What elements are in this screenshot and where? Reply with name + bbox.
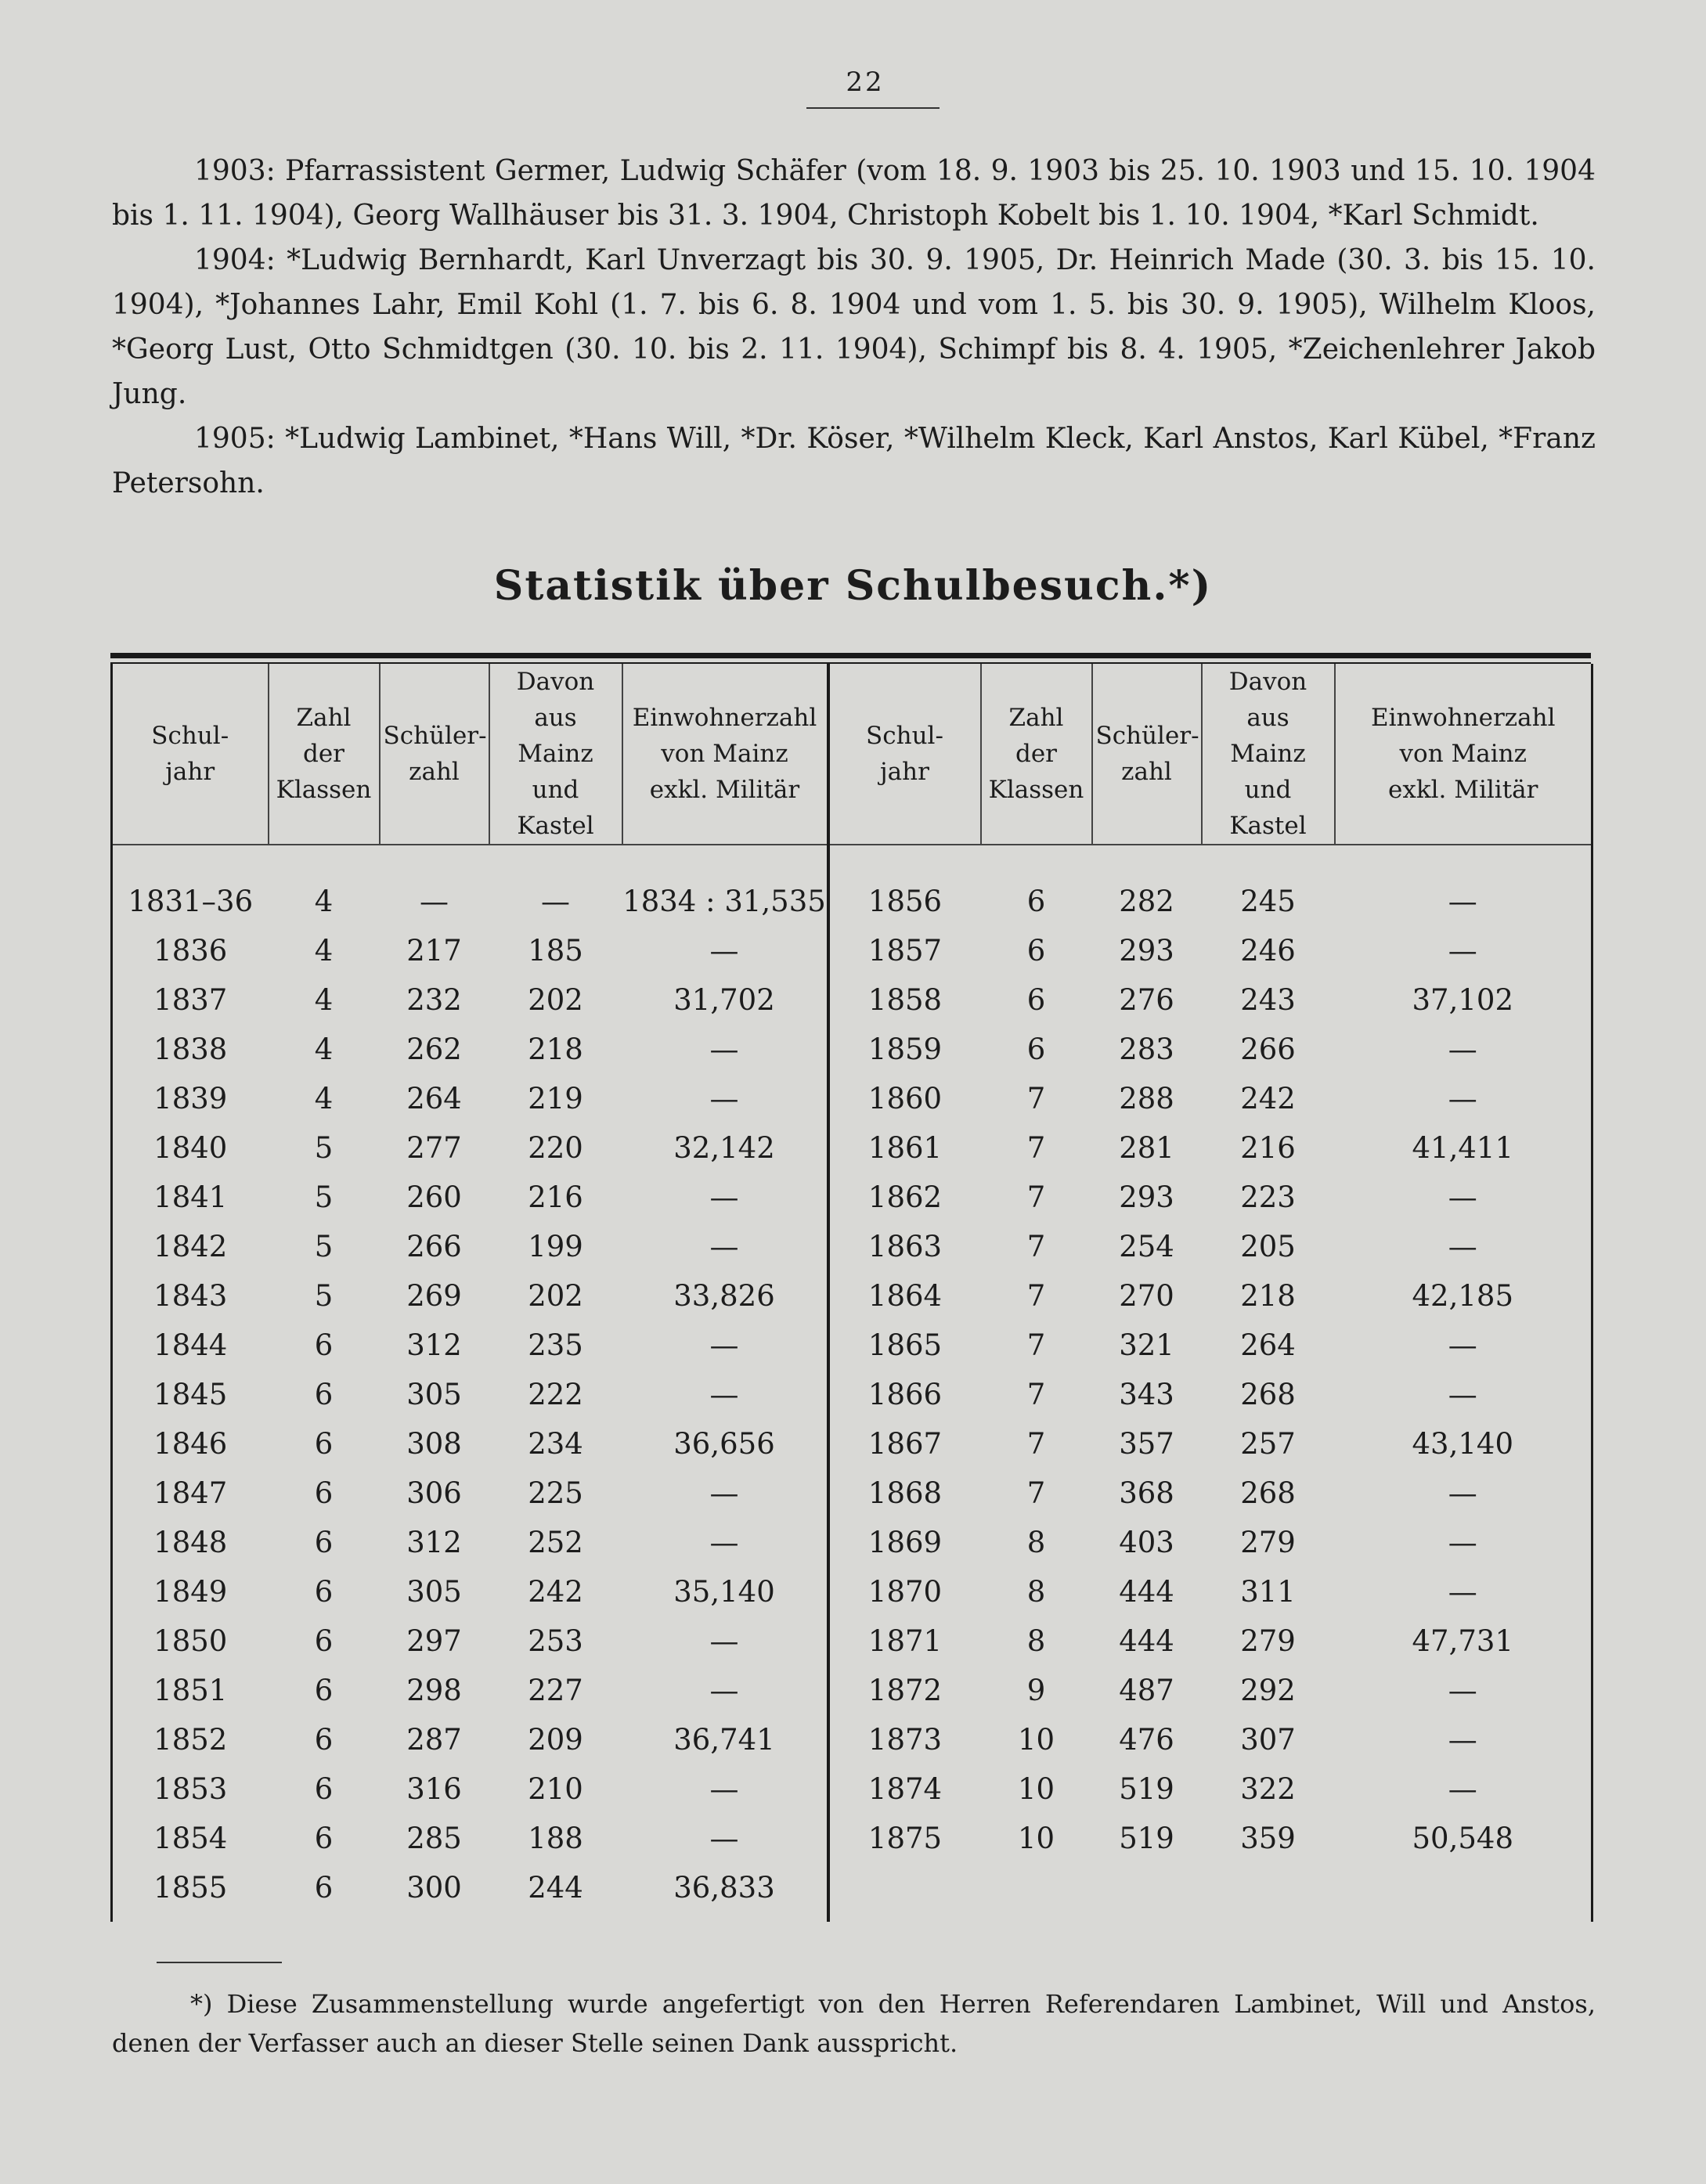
- cell-student-count-right: 519: [1119, 1822, 1174, 1855]
- cell-population: —: [709, 1082, 739, 1115]
- cell-from-mainz-kastel-right: 245: [1240, 885, 1296, 918]
- header-from-mainz-kastel-right: [1202, 664, 1335, 845]
- cell-from-mainz-kastel: 222: [528, 1378, 583, 1411]
- cell-from-mainz-kastel: 199: [528, 1230, 583, 1263]
- cell-class-count-right: 7: [1026, 1131, 1046, 1165]
- header-class-count: [269, 664, 380, 845]
- cell-from-mainz-kastel-right: 311: [1240, 1575, 1296, 1609]
- cell-student-count: 262: [406, 1033, 462, 1066]
- cell-from-mainz-kastel: 244: [528, 1871, 583, 1905]
- cell-population: —: [709, 1526, 739, 1559]
- cell-school-year-right: 1857: [828, 926, 981, 975]
- cell-school-year-right: 1867: [828, 1419, 981, 1469]
- cell-population: 35,140: [673, 1575, 775, 1609]
- cell-school-year: 1831–36: [112, 877, 269, 926]
- cell-school-year: 1854: [112, 1814, 269, 1863]
- cell-student-count: —: [420, 885, 449, 918]
- cell-from-mainz-kastel-right: 292: [1240, 1674, 1296, 1707]
- cell-population: 1834 : 31,535: [622, 885, 826, 918]
- cell-class-count-right: 6: [1026, 934, 1046, 968]
- cell-population-right: [1335, 1863, 1592, 1922]
- cell-class-count-right: 6: [1026, 1033, 1046, 1066]
- table-row: [112, 1567, 1592, 1616]
- cell-student-count: 277: [406, 1131, 462, 1165]
- cell-student-count-right: 321: [1119, 1328, 1174, 1362]
- table-row: [112, 1321, 1592, 1370]
- table-row: [112, 1222, 1592, 1271]
- spacer-cell: [828, 845, 981, 877]
- cell-school-year: 1844: [112, 1321, 269, 1370]
- cell-from-mainz-kastel-right: 216: [1240, 1131, 1296, 1165]
- cell-from-mainz-kastel: 202: [528, 983, 583, 1017]
- header-label: Schul- jahr: [866, 722, 943, 786]
- cell-student-count: 316: [406, 1772, 462, 1806]
- page-number-rule: [806, 107, 940, 109]
- footnote: [112, 1984, 1596, 2063]
- cell-school-year: 1851: [112, 1666, 269, 1715]
- table-spacer-row: [112, 845, 1592, 877]
- cell-from-mainz-kastel: 216: [528, 1180, 583, 1214]
- cell-from-mainz-kastel: 227: [528, 1674, 583, 1707]
- cell-population: —: [709, 1378, 739, 1411]
- cell-class-count: 6: [314, 1328, 334, 1362]
- cell-population-right: —: [1335, 1567, 1592, 1616]
- table-row: [112, 1419, 1592, 1469]
- cell-class-count: 6: [314, 1575, 334, 1609]
- cell-student-count: 312: [406, 1526, 462, 1559]
- header-population-right: [1335, 664, 1592, 845]
- header-label: Zahl der Klassen: [276, 704, 372, 804]
- header-population: [622, 664, 828, 845]
- cell-from-mainz-kastel-right: 322: [1240, 1772, 1296, 1806]
- cell-from-mainz-kastel: 188: [528, 1822, 583, 1855]
- cell-population-right: —: [1335, 1666, 1592, 1715]
- cell-school-year: 1855: [112, 1863, 269, 1922]
- cell-school-year-right: 1864: [828, 1271, 981, 1321]
- cell-from-mainz-kastel: 253: [528, 1624, 583, 1658]
- cell-student-count-right: 357: [1119, 1427, 1174, 1461]
- cell-school-year-right: 1856: [828, 877, 981, 926]
- cell-school-year: 1849: [112, 1567, 269, 1616]
- cell-from-mainz-kastel-right: 264: [1240, 1328, 1296, 1362]
- cell-school-year: 1840: [112, 1123, 269, 1173]
- table-row: [112, 877, 1592, 926]
- cell-student-count: 232: [406, 983, 462, 1017]
- cell-student-count-right: 281: [1119, 1131, 1174, 1165]
- cell-student-count-right: 487: [1119, 1674, 1174, 1707]
- cell-from-mainz-kastel-right: 266: [1240, 1033, 1296, 1066]
- cell-student-count-right: 288: [1119, 1082, 1174, 1115]
- cell-student-count: 298: [406, 1674, 462, 1707]
- cell-from-mainz-kastel-right: 279: [1240, 1624, 1296, 1658]
- cell-student-count-right: 276: [1119, 983, 1174, 1017]
- cell-population-right: —: [1335, 1321, 1592, 1370]
- table-row: [112, 1764, 1592, 1814]
- table-body: [112, 845, 1592, 1922]
- cell-school-year-right: 1870: [828, 1567, 981, 1616]
- cell-from-mainz-kastel-right: 268: [1240, 1476, 1296, 1510]
- cell-student-count: 287: [406, 1723, 462, 1757]
- cell-class-count: 4: [314, 983, 334, 1017]
- cell-from-mainz-kastel-right: 279: [1240, 1526, 1296, 1559]
- cell-school-year-right: 1865: [828, 1321, 981, 1370]
- cell-school-year: 1850: [112, 1616, 269, 1666]
- cell-student-count-right: 293: [1119, 934, 1174, 968]
- header-label: Davon aus Mainz und Kastel: [1228, 668, 1307, 840]
- cell-from-mainz-kastel-right: 205: [1240, 1230, 1296, 1263]
- cell-class-count: 4: [314, 934, 334, 968]
- cell-class-count: 4: [314, 885, 334, 918]
- spacer-cell: [1335, 845, 1592, 877]
- cell-school-year: 1848: [112, 1518, 269, 1567]
- cell-class-count-right: 8: [1026, 1526, 1046, 1559]
- header-label: Einwohnerzahl von Mainz exkl. Militär: [632, 704, 817, 804]
- cell-student-count-right: 403: [1119, 1526, 1174, 1559]
- cell-population-right: —: [1335, 877, 1592, 926]
- header-school-year: [112, 664, 269, 845]
- cell-student-count: 305: [406, 1378, 462, 1411]
- cell-class-count-right: 8: [1026, 1624, 1046, 1658]
- cell-from-mainz-kastel-right: 243: [1240, 983, 1296, 1017]
- statistics-table: [110, 664, 1593, 1922]
- cell-student-count-right: 444: [1119, 1575, 1174, 1609]
- table-row: [112, 1370, 1592, 1419]
- cell-population: —: [709, 1476, 739, 1510]
- cell-population-right: —: [1335, 1518, 1592, 1567]
- cell-population: —: [709, 1180, 739, 1214]
- paragraph-1903: 1903: Pfarrassistent Germer, Ludwig Schäfer (vom 18. 9. 1903 bis 25. 10. 1903 und 15. 10. 1904 bis 1. 11. 1904), Georg Wallhäuser bis 31. 3. 1904, Christoph Kobelt bis 1. 10. 1904, *Karl Schmidt.: [112, 155, 1596, 232]
- cell-student-count: 308: [406, 1427, 462, 1461]
- cell-from-mainz-kastel: 202: [528, 1279, 583, 1313]
- cell-student-count: 264: [406, 1082, 462, 1115]
- header-school-year-right: [828, 664, 981, 845]
- cell-class-count-right: 7: [1026, 1378, 1046, 1411]
- cell-school-year: 1838: [112, 1025, 269, 1074]
- cell-population-right: 50,548: [1335, 1814, 1592, 1863]
- cell-student-count-right: 444: [1119, 1624, 1174, 1658]
- cell-school-year-right: 1862: [828, 1173, 981, 1222]
- cell-from-mainz-kastel: 218: [528, 1033, 583, 1066]
- table-row: [112, 1616, 1592, 1666]
- spacer-cell: [1202, 845, 1335, 877]
- table-top-rule: [110, 653, 1591, 658]
- header-label: Schul- jahr: [151, 722, 229, 786]
- table-row: [112, 1863, 1592, 1922]
- cell-population-right: —: [1335, 1370, 1592, 1419]
- cell-student-count-right: 282: [1119, 885, 1174, 918]
- cell-school-year-right: 1860: [828, 1074, 981, 1123]
- cell-from-mainz-kastel: 220: [528, 1131, 583, 1165]
- cell-student-count-right: 283: [1119, 1033, 1174, 1066]
- cell-student-count-right: 293: [1119, 1180, 1174, 1214]
- cell-population: —: [709, 1328, 739, 1362]
- cell-population: —: [709, 1230, 739, 1263]
- footnote-text: *) Diese Zusammenstellung wurde angefertigt von den Herren Referendaren Lambinet, Will und Anstos, denen der Verfasser auch an dieser Stelle seinen Dank ausspricht.: [112, 1989, 1596, 2058]
- cell-from-mainz-kastel: 185: [528, 934, 583, 968]
- cell-population-right: —: [1335, 1173, 1592, 1222]
- cell-school-year-right: 1872: [828, 1666, 981, 1715]
- cell-school-year: 1846: [112, 1419, 269, 1469]
- cell-student-count: 300: [406, 1871, 462, 1905]
- cell-from-mainz-kastel: 235: [528, 1328, 583, 1362]
- cell-population-right: 41,411: [1335, 1123, 1592, 1173]
- cell-student-count: 217: [406, 934, 462, 968]
- cell-class-count-right: 10: [1017, 1723, 1055, 1757]
- cell-class-count-right: 7: [1026, 1180, 1046, 1214]
- cell-student-count: 297: [406, 1624, 462, 1658]
- cell-class-count: 6: [314, 1427, 334, 1461]
- cell-school-year-right: 1874: [828, 1764, 981, 1814]
- cell-population-right: 37,102: [1335, 975, 1592, 1025]
- spacer-cell: [380, 845, 489, 877]
- spacer-cell: [269, 845, 380, 877]
- cell-class-count: 5: [314, 1131, 334, 1165]
- spacer-cell: [622, 845, 828, 877]
- cell-population: 36,741: [673, 1723, 775, 1757]
- cell-school-year-right: 1869: [828, 1518, 981, 1567]
- cell-school-year-right: 1863: [828, 1222, 981, 1271]
- cell-from-mainz-kastel-right: 242: [1240, 1082, 1296, 1115]
- spacer-cell: [1092, 845, 1202, 877]
- cell-student-count-right: 343: [1119, 1378, 1174, 1411]
- cell-class-count: 6: [314, 1674, 334, 1707]
- cell-from-mainz-kastel-right: 307: [1240, 1723, 1296, 1757]
- cell-student-count-right: 368: [1119, 1476, 1174, 1510]
- cell-school-year: 1853: [112, 1764, 269, 1814]
- cell-class-count-right: 9: [1026, 1674, 1046, 1707]
- cell-from-mainz-kastel: 209: [528, 1723, 583, 1757]
- cell-school-year: 1839: [112, 1074, 269, 1123]
- cell-from-mainz-kastel: 234: [528, 1427, 583, 1461]
- cell-class-count: 6: [314, 1871, 334, 1905]
- cell-from-mainz-kastel-right: 223: [1240, 1180, 1296, 1214]
- cell-population-right: —: [1335, 1469, 1592, 1518]
- cell-from-mainz-kastel-right: 268: [1240, 1378, 1296, 1411]
- spacer-cell: [489, 845, 622, 877]
- cell-student-count-right: [1092, 1863, 1202, 1922]
- cell-school-year-right: 1859: [828, 1025, 981, 1074]
- header-student-count-right: [1092, 664, 1202, 845]
- cell-student-count: 312: [406, 1328, 462, 1362]
- cell-student-count: 285: [406, 1822, 462, 1855]
- header-student-count: [380, 664, 489, 845]
- cell-class-count-right: 7: [1026, 1476, 1046, 1510]
- cell-student-count: 266: [406, 1230, 462, 1263]
- cell-school-year: 1847: [112, 1469, 269, 1518]
- cell-school-year: 1852: [112, 1715, 269, 1764]
- cell-student-count: 260: [406, 1180, 462, 1214]
- cell-school-year-right: 1858: [828, 975, 981, 1025]
- cell-student-count: 306: [406, 1476, 462, 1510]
- cell-school-year: 1843: [112, 1271, 269, 1321]
- cell-student-count: 269: [406, 1279, 462, 1313]
- cell-school-year-right: 1861: [828, 1123, 981, 1173]
- cell-from-mainz-kastel: —: [541, 885, 570, 918]
- cell-school-year-right: 1868: [828, 1469, 981, 1518]
- cell-population-right: —: [1335, 1764, 1592, 1814]
- cell-class-count: 5: [314, 1230, 334, 1263]
- cell-population: —: [709, 1033, 739, 1066]
- page-number: 22: [846, 67, 885, 98]
- cell-school-year: 1841: [112, 1173, 269, 1222]
- cell-population-right: 43,140: [1335, 1419, 1592, 1469]
- cell-class-count-right: 10: [1017, 1822, 1055, 1855]
- table-row: [112, 1074, 1592, 1123]
- spacer-cell: [981, 845, 1092, 877]
- cell-class-count: 5: [314, 1180, 334, 1214]
- cell-population: 36,656: [673, 1427, 775, 1461]
- table-header-row: [112, 664, 1592, 845]
- cell-from-mainz-kastel: 252: [528, 1526, 583, 1559]
- header-from-mainz-kastel: [489, 664, 622, 845]
- cell-population: 36,833: [673, 1871, 775, 1905]
- table-row: [112, 1173, 1592, 1222]
- table-row: [112, 1469, 1592, 1518]
- table-row: [112, 1814, 1592, 1863]
- cell-class-count: 6: [314, 1772, 334, 1806]
- paragraph-1904: 1904: *Ludwig Bernhardt, Karl Unverzagt bis 30. 9. 1905, Dr. Heinrich Made (30. 3. bis 15. 10. 1904), *Johannes Lahr, Emil Kohl (1. 7. bis 6. 8. 1904 und vom 1. 5. bis 30. 9. 1905), Wilhelm Kloos, *Georg Lust, Otto Schmidtgen (30. 10. bis 2. 11. 1904), Schimpf bis 8. 4. 1905, *Zeichenlehrer Jakob Jung.: [112, 244, 1596, 410]
- table-row: [112, 1518, 1592, 1567]
- cell-class-count-right: 10: [1017, 1772, 1055, 1806]
- cell-student-count-right: 254: [1119, 1230, 1174, 1263]
- cell-class-count-right: 7: [1026, 1230, 1046, 1263]
- cell-school-year-right: 1875: [828, 1814, 981, 1863]
- cell-population: 31,702: [673, 983, 775, 1017]
- table-row: [112, 926, 1592, 975]
- cell-population: 32,142: [673, 1131, 775, 1165]
- table-row: [112, 1271, 1592, 1321]
- cell-from-mainz-kastel: 242: [528, 1575, 583, 1609]
- cell-population-right: —: [1335, 1715, 1592, 1764]
- cell-class-count: 6: [314, 1476, 334, 1510]
- cell-class-count: 6: [314, 1378, 334, 1411]
- cell-from-mainz-kastel-right: [1202, 1863, 1335, 1922]
- cell-class-count-right: 7: [1026, 1427, 1046, 1461]
- cell-from-mainz-kastel-right: 246: [1240, 934, 1296, 968]
- cell-class-count-right: 7: [1026, 1328, 1046, 1362]
- footnote-rule: [157, 1962, 282, 1963]
- statistics-table-wrapper: [110, 653, 1591, 1922]
- cell-population-right: —: [1335, 1025, 1592, 1074]
- cell-population: —: [709, 1772, 739, 1806]
- header-label: Schüler- zahl: [1095, 722, 1199, 786]
- cell-student-count: 305: [406, 1575, 462, 1609]
- cell-class-count: 4: [314, 1082, 334, 1115]
- cell-class-count: 4: [314, 1033, 334, 1066]
- cell-population: —: [709, 934, 739, 968]
- cell-school-year-right: 1866: [828, 1370, 981, 1419]
- cell-class-count-right: 6: [1026, 885, 1046, 918]
- spacer-cell: [112, 845, 269, 877]
- cell-class-count: 6: [314, 1723, 334, 1757]
- cell-class-count: 5: [314, 1279, 334, 1313]
- cell-class-count: 6: [314, 1822, 334, 1855]
- cell-from-mainz-kastel: 225: [528, 1476, 583, 1510]
- cell-from-mainz-kastel: 219: [528, 1082, 583, 1115]
- cell-student-count-right: 519: [1119, 1772, 1174, 1806]
- section-title: Statistik über Schulbesuch.*): [493, 562, 1213, 610]
- table-row: [112, 1123, 1592, 1173]
- cell-from-mainz-kastel: 210: [528, 1772, 583, 1806]
- cell-school-year-right: 1871: [828, 1616, 981, 1666]
- cell-class-count-right: 7: [1026, 1279, 1046, 1313]
- cell-school-year: 1836: [112, 926, 269, 975]
- cell-school-year: 1842: [112, 1222, 269, 1271]
- body-text: [112, 149, 1596, 506]
- table-row: [112, 1715, 1592, 1764]
- cell-population-right: —: [1335, 1222, 1592, 1271]
- cell-from-mainz-kastel-right: 359: [1240, 1822, 1296, 1855]
- header-label: Davon aus Mainz und Kastel: [516, 668, 595, 840]
- header-label: Zahl der Klassen: [988, 704, 1084, 804]
- paragraph-1905: 1905: *Ludwig Lambinet, *Hans Will, *Dr. Köser, *Wilhelm Kleck, Karl Anstos, Karl Kübel, *Franz Petersohn.: [112, 423, 1596, 499]
- cell-school-year: 1837: [112, 975, 269, 1025]
- table-row: [112, 1025, 1592, 1074]
- cell-population-right: 47,731: [1335, 1616, 1592, 1666]
- cell-population: —: [709, 1822, 739, 1855]
- header-class-count-right: [981, 664, 1092, 845]
- cell-population: —: [709, 1674, 739, 1707]
- cell-class-count-right: [981, 1863, 1092, 1922]
- header-label: Einwohnerzahl von Mainz exkl. Militär: [1371, 704, 1556, 804]
- cell-from-mainz-kastel-right: 218: [1240, 1279, 1296, 1313]
- cell-population-right: —: [1335, 1074, 1592, 1123]
- cell-population-right: 42,185: [1335, 1271, 1592, 1321]
- cell-class-count-right: 7: [1026, 1082, 1046, 1115]
- cell-school-year-right: 1873: [828, 1715, 981, 1764]
- cell-student-count-right: 270: [1119, 1279, 1174, 1313]
- cell-population: 33,826: [673, 1279, 775, 1313]
- cell-class-count-right: 6: [1026, 983, 1046, 1017]
- table-row: [112, 975, 1592, 1025]
- cell-student-count-right: 476: [1119, 1723, 1174, 1757]
- header-label: Schüler- zahl: [383, 722, 487, 786]
- cell-class-count: 6: [314, 1624, 334, 1658]
- cell-from-mainz-kastel-right: 257: [1240, 1427, 1296, 1461]
- cell-school-year-right: [828, 1863, 981, 1922]
- cell-class-count-right: 8: [1026, 1575, 1046, 1609]
- cell-school-year: 1845: [112, 1370, 269, 1419]
- cell-population: —: [709, 1624, 739, 1658]
- cell-class-count: 6: [314, 1526, 334, 1559]
- table-row: [112, 1666, 1592, 1715]
- cell-population-right: —: [1335, 926, 1592, 975]
